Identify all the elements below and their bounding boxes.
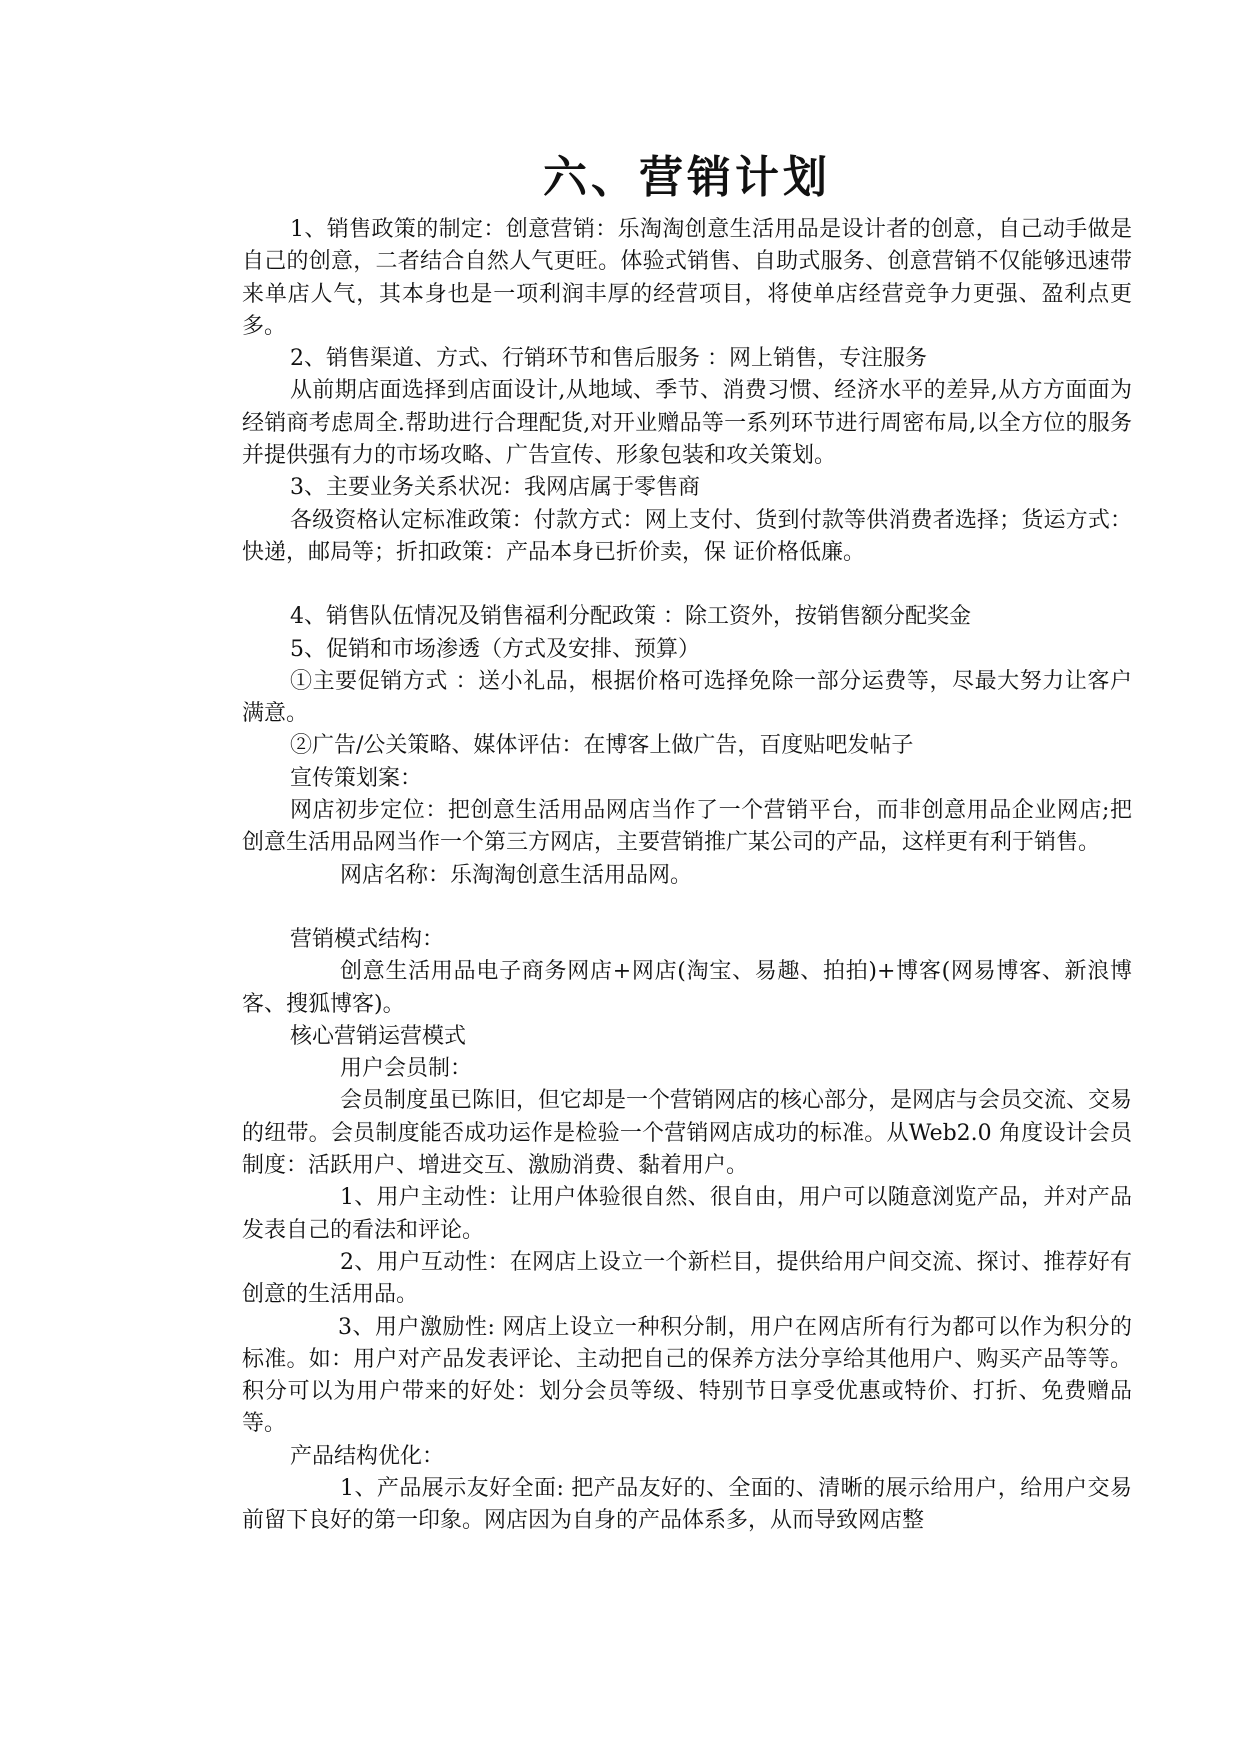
paragraph: 3、用户激励性: 网店上设立一种积分制，用户在网店所有行为都可以作为积分的标准。如：用户对产品发表评论、主动把自己的保养方法分享给其他用户、购买产品等等。积分可以为用户带来的好处：划分会员等级、特别节日享受优惠或特价、打折、免费赠品等。 [242,1314,1132,1437]
paragraph: 产品结构优化： [290,1443,445,1469]
paragraph: 2、销售渠道、方式、行销环节和售后服务 ：网上销售，专注服务 [290,346,927,372]
paragraph: 会员制度虽已陈旧，但它却是一个营销网店的核心部分，是网店与会员交流、交易的纽带。会员制度能否成功运作是检验一个营销网店成功的标准。从Web2.0 角度设计会员制度：活跃用户、增进交互、激励消费、黏着用户。 [242,1088,1133,1179]
paragraph: 网店名称：乐淘淘创意生活用品网。 [340,862,693,888]
paragraph: 网店初步定位：把创意生活用品网店当作了一个营销平台，而非创意用品企业网店;把创意生活用品网当作一个第三方网店，主要营销推广某公司的产品，这样更有利于销售。 [242,798,1132,856]
paragraph: 核心营销运营模式 [290,1023,467,1049]
paragraph: 各级资格认定标准政策：付款方式：网上支付、货到付款等供消费者选择；货运方式：快递，邮局等；折扣政策：产品本身已折价卖，保 证价格低廉。 [242,507,1132,565]
page-title: 六、营销计划 [543,152,831,203]
paragraph: 用户会员制： [340,1056,473,1082]
paragraph: 5、促销和市场渗透（方式及安排、预算） [290,636,700,662]
paragraph: 1、销售政策的制定：创意营销：乐淘淘创意生活用品是设计者的创意，自己动手做是自己的创意，二者结合自然人气更旺。体验式销售、自助式服务、创意营销不仅能够迅速带来单店人气，其本身也是一项利润丰厚的经营项目，将使单店经营竞争力更强、盈利点更多。 [242,217,1132,339]
paragraph: 宣传策划案： [290,765,423,791]
paragraph: ①主要促销方式 ：送小礼品，根据价格可选择免除一部分运费等，尽最大努力让客户满意。 [242,668,1132,727]
paragraph: 4、销售队伍情况及销售福利分配政策 ：除工资外，按销售额分配奖金 [290,604,971,630]
paragraph: 2、用户互动性：在网店上设立一个新栏目，提供给用户间交流、探讨、推荐好有创意的生活用品。 [242,1249,1132,1308]
paragraph: 3、主要业务关系状况：我网店属于零售商 [290,475,700,501]
blank-line [242,569,1132,601]
paragraph: ②广告/公关策略、媒体评估：在博客上做广告，百度贴吧发帖子 [290,733,914,759]
paragraph: 创意生活用品电子商务网店+网店(淘宝、易趣、拍拍)+博客(网易博客、新浪博客、搜狐博客)。 [242,959,1132,1017]
document-page [242,148,1132,1538]
paragraph: 从前期店面选择到店面设计,从地域、季节、消费习惯、经济水平的差异,从方方面面为经销商考虑周全.帮助进行合理配货,对开业赠品等一系列环节进行周密布局,以全方位的服务并提供强有力的市场攻略、广告宣传、形象包装和攻关策划。 [242,378,1132,469]
paragraph: 1、产品展示友好全面: 把产品友好的、全面的、清晰的展示给用户，给用户交易前留下良好的第一印象。网店因为自身的产品体系多，从而导致网店整 [242,1475,1132,1534]
paragraph: 1、用户主动性：让用户体验很自然、很自由，用户可以随意浏览产品，并对产品发表自己的看法和评论。 [242,1185,1132,1243]
paragraph: 营销模式结构： [290,926,445,952]
blank-line [242,892,1132,924]
